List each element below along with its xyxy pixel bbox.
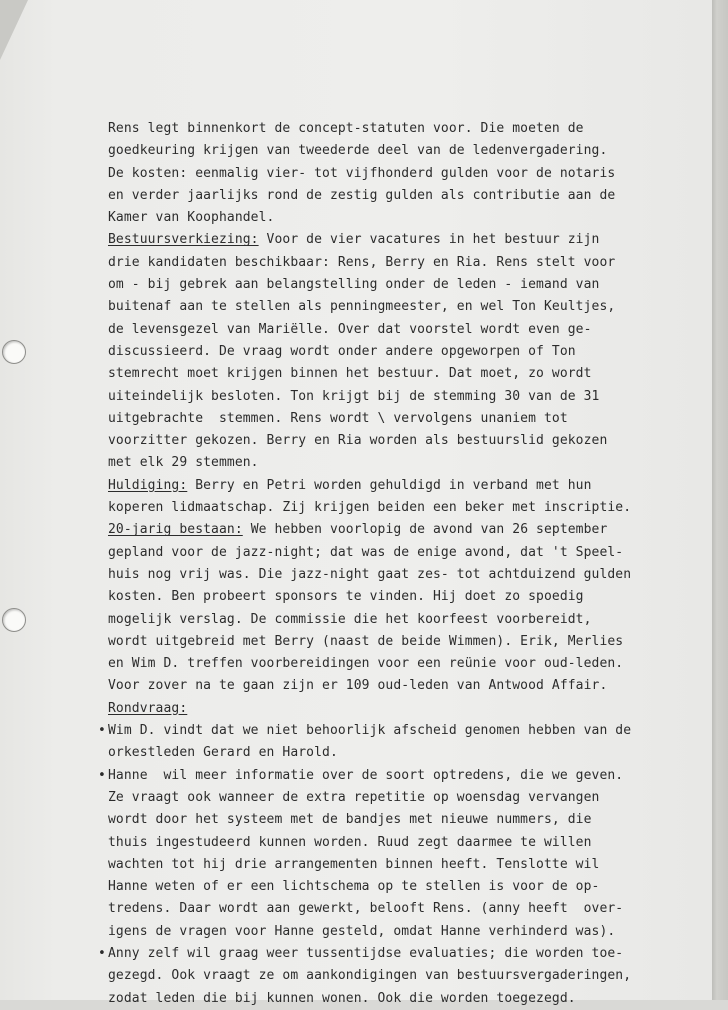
typed-minutes	[108, 118, 708, 1010]
text-line: Rens legt binnenkort de concept-statuten voor. Die moeten de	[108, 121, 584, 136]
punch-hole-icon	[2, 340, 26, 364]
text-line: gezegd. Ook vraagt ze om aankondigingen van bestuursvergaderingen,	[108, 968, 632, 984]
bestuursverkiezing-paragraph-start	[108, 229, 708, 251]
text-span: We hebben voorlopig de avond van 26 september	[242, 522, 608, 538]
text-line: discussieerd. De vraag wordt onder andere opgeworpen of Ton	[108, 343, 576, 359]
text-line: voorzitter gekozen. Berry en Ria worden als bestuurslid gekozen	[108, 433, 608, 449]
page-edge	[712, 0, 728, 1000]
section-heading-rondvraag: Rondvraag:	[108, 700, 188, 716]
text-line: Voor zover na te gaan zijn er 109 oud-leden van Antwood Affair.	[108, 678, 608, 694]
text-line: gepland voor de jazz-night; dat was de enige avond, dat 't Speel-	[108, 544, 624, 560]
text-line: goedkeuring krijgen van tweederde deel van de ledenvergadering.	[108, 143, 608, 159]
bullet-item: • Anny zelf wil graag weer tussentijdse evaluaties; die worden toe-	[108, 943, 708, 965]
text-line: Kamer van Koophandel.	[108, 210, 275, 226]
section-heading-20-jarig-bestaan: 20-jarig bestaan:	[108, 522, 243, 538]
text-line: orkestleden Gerard en Harold.	[108, 745, 338, 761]
text-line: om - bij gebrek aan belangstelling onder de leden - iemand van	[108, 277, 600, 293]
text-line: drie kandidaten beschikbaar: Rens, Berry en Ria. Rens stelt voor	[108, 254, 616, 270]
rondvraag-heading-line	[108, 698, 708, 720]
text-line: stemrecht moet krijgen binnen het bestuur. Dat moet, zo wordt	[108, 366, 592, 382]
huldiging-paragraph-start	[108, 475, 708, 497]
text-line: en Wim D. treffen voorbereidingen voor een reünie voor oud-leden.	[108, 656, 624, 672]
text-line: Hanne weten of er een lichtschema op te stellen is voor de op-	[108, 879, 600, 895]
text-line: wordt uitgebreid met Berry (naast de beide Wimmen). Erik, Merlies	[108, 633, 624, 649]
bullet-item: • Hanne wil meer informatie over de soort optredens, die we geven.	[108, 765, 708, 787]
text-line: uitgebrachte stemmen. Rens wordt \ vervolgens unaniem tot	[108, 410, 568, 426]
text-line: wachten tot hij drie arrangementen binnen heeft. Tenslotte wil	[108, 856, 600, 872]
text-line: wordt door het systeem met de bandjes met nieuwe nummers, die	[108, 812, 592, 828]
folded-corner	[0, 0, 28, 60]
text-line: zodat leden die bij kunnen wonen. Ook die worden toegezegd.	[108, 990, 576, 1006]
section-heading-bestuursverkiezing: Bestuursverkiezing:	[108, 232, 259, 248]
text-line: met elk 29 stemmen.	[108, 455, 259, 471]
jubileum-paragraph-start	[108, 519, 708, 541]
text-line: koperen lidmaatschap. Zij krijgen beiden een beker met inscriptie.	[108, 500, 632, 516]
text-line: thuis ingestudeerd kunnen worden. Ruud zegt daarmee te willen	[108, 834, 592, 850]
text-line: Ze vraagt ook wanneer de extra repetitie op woensdag vervangen	[108, 789, 600, 805]
text-line: buitenaf aan te stellen als penningmeester, en wel Ton Keultjes,	[108, 299, 616, 315]
text-line: de levensgezel van Mariëlle. Over dat voorstel wordt even ge-	[108, 321, 592, 337]
text-line: tredens. Daar wordt aan gewerkt, belooft Rens. (anny heeft over-	[108, 901, 624, 917]
text-line: huis nog vrij was. Die jazz-night gaat zes- tot achtduizend gulden	[108, 566, 632, 582]
bullet-item: • Wim D. vindt dat we niet behoorlijk afscheid genomen hebben van de	[108, 720, 708, 742]
text-line: De kosten: eenmalig vier- tot vijfhonderd gulden voor de notaris	[108, 165, 616, 181]
text-span: Berry en Petri worden gehuldigd in verband met hun	[187, 477, 592, 493]
text-line: mogelijk verslag. De commissie die het koorfeest voorbereidt,	[108, 611, 592, 627]
text-line: en verder jaarlijks rond de zestig gulden als contributie aan de	[108, 187, 616, 203]
text-line: kosten. Ben probeert sponsors te vinden. Hij doet zo spoedig	[108, 589, 584, 605]
text-line: uiteindelijk besloten. Ton krijgt bij de stemming 30 van de 31	[108, 388, 600, 404]
section-heading-huldiging: Huldiging:	[108, 477, 188, 493]
text-span: Voor de vier vacatures in het bestuur zijn	[258, 232, 600, 248]
punch-hole-icon	[2, 608, 26, 632]
text-line: igens de vragen voor Hanne gesteld, omdat Hanne verhinderd was).	[108, 923, 616, 939]
